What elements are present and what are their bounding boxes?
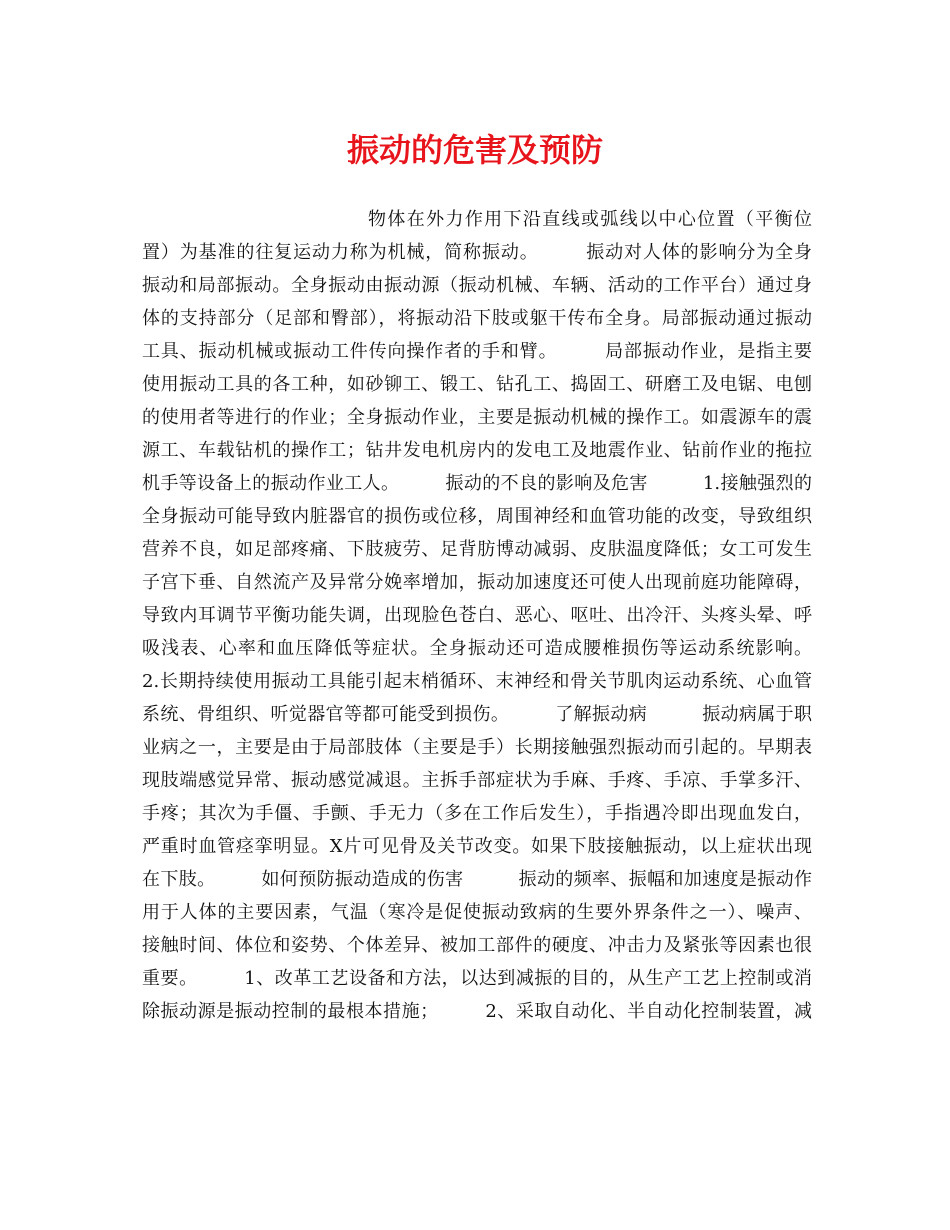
body-line: 物体在外力作用下沿直线或弧线以中心位置（平衡位 [368,209,812,230]
body-line: 体的支持部分（足部和臀部），将振动沿下肢或躯干传布全身。局部振动通过振动 [142,308,812,329]
document-title: 振动的危害及预防 [346,131,603,169]
body-line: 手疼；其次为手僵、手颤、手无力（多在工作后发生），手指遇冷即出现血发白， [142,803,812,824]
body-line: 在下肢。 如何预防振动造成的伤害 振动的频率、振幅和加速度是振动作 [142,869,812,890]
body-line: 工具、振动机械或振动工件传向操作者的手和臂。 局部振动作业，是指主要 [142,341,812,362]
body-line: 业病之一，主要是由于局部肢体（主要是手）长期接触强烈振动而引起的。早期表 [142,737,812,758]
body-line: 除振动源是振动控制的最根本措施； 2、采取自动化、半自动化控制装置，减 [142,1001,812,1022]
body-line: 系统、骨组织、听觉器官等都可能受到损伤。 了解振动病 振动病属于职 [142,704,812,725]
document-body [142,203,812,1028]
body-line: 源工、车载钻机的操作工；钻井发电机房内的发电工及地震作业、钻前作业的拖拉 [142,440,812,461]
body-line: 现肢端感觉异常、振动感觉减退。主拆手部症状为手麻、手疼、手凉、手掌多汗、 [142,770,812,791]
body-line: 机手等设备上的振动作业工人。 振动的不良的影响及危害 1.接触强烈的 [142,473,812,494]
body-line: 振动和局部振动。全身振动由振动源（振动机械、车辆、活动的工作平台）通过身 [142,275,812,296]
body-line: 子宫下垂、自然流产及异常分娩率增加，振动加速度还可使人出现前庭功能障碍， [142,572,812,593]
body-line: 用于人体的主要因素，气温（寒冷是促使振动致病的生要外界条件之一）、噪声、 [142,902,812,923]
body-line: 吸浅表、心率和血压降低等症状。全身振动还可造成腰椎损伤等运动系统影响。 [142,638,812,659]
body-line: 接触时间、体位和姿势、个体差异、被加工部件的硬度、冲击力及紧张等因素也很 [142,935,812,956]
body-line: 重要。 1、改革工艺设备和方法，以达到减振的目的，从生产工艺上控制或消 [142,968,812,989]
body-line: 的使用者等进行的作业；全身振动作业，主要是振动机械的操作工。如震源车的震 [142,407,812,428]
body-line: 严重时血管痉挛明显。X片可见骨及关节改变。如果下肢接触振动，以上症状出现 [142,836,812,857]
body-line: 导致内耳调节平衡功能失调，出现脸色苍白、恶心、呕吐、出冷汗、头疼头晕、呼 [142,605,812,626]
body-line: 使用振动工具的各工种，如砂铆工、锻工、钻孔工、捣固工、研磨工及电锯、电刨 [142,374,812,395]
body-line: 置）为基准的往复运动力称为机械，简称振动。 振动对人体的影响分为全身 [142,242,812,263]
body-line: 营养不良，如足部疼痛、下肢疲劳、足背肪博动减弱、皮肤温度降低；女工可发生 [142,539,812,560]
body-line: 全身振动可能导致内脏器官的损伤或位移，周围神经和血管功能的改变，导致组织 [142,506,812,527]
body-line: 2.长期持续使用振动工具能引起末梢循环、末神经和骨关节肌肉运动系统、心血管 [142,671,812,692]
